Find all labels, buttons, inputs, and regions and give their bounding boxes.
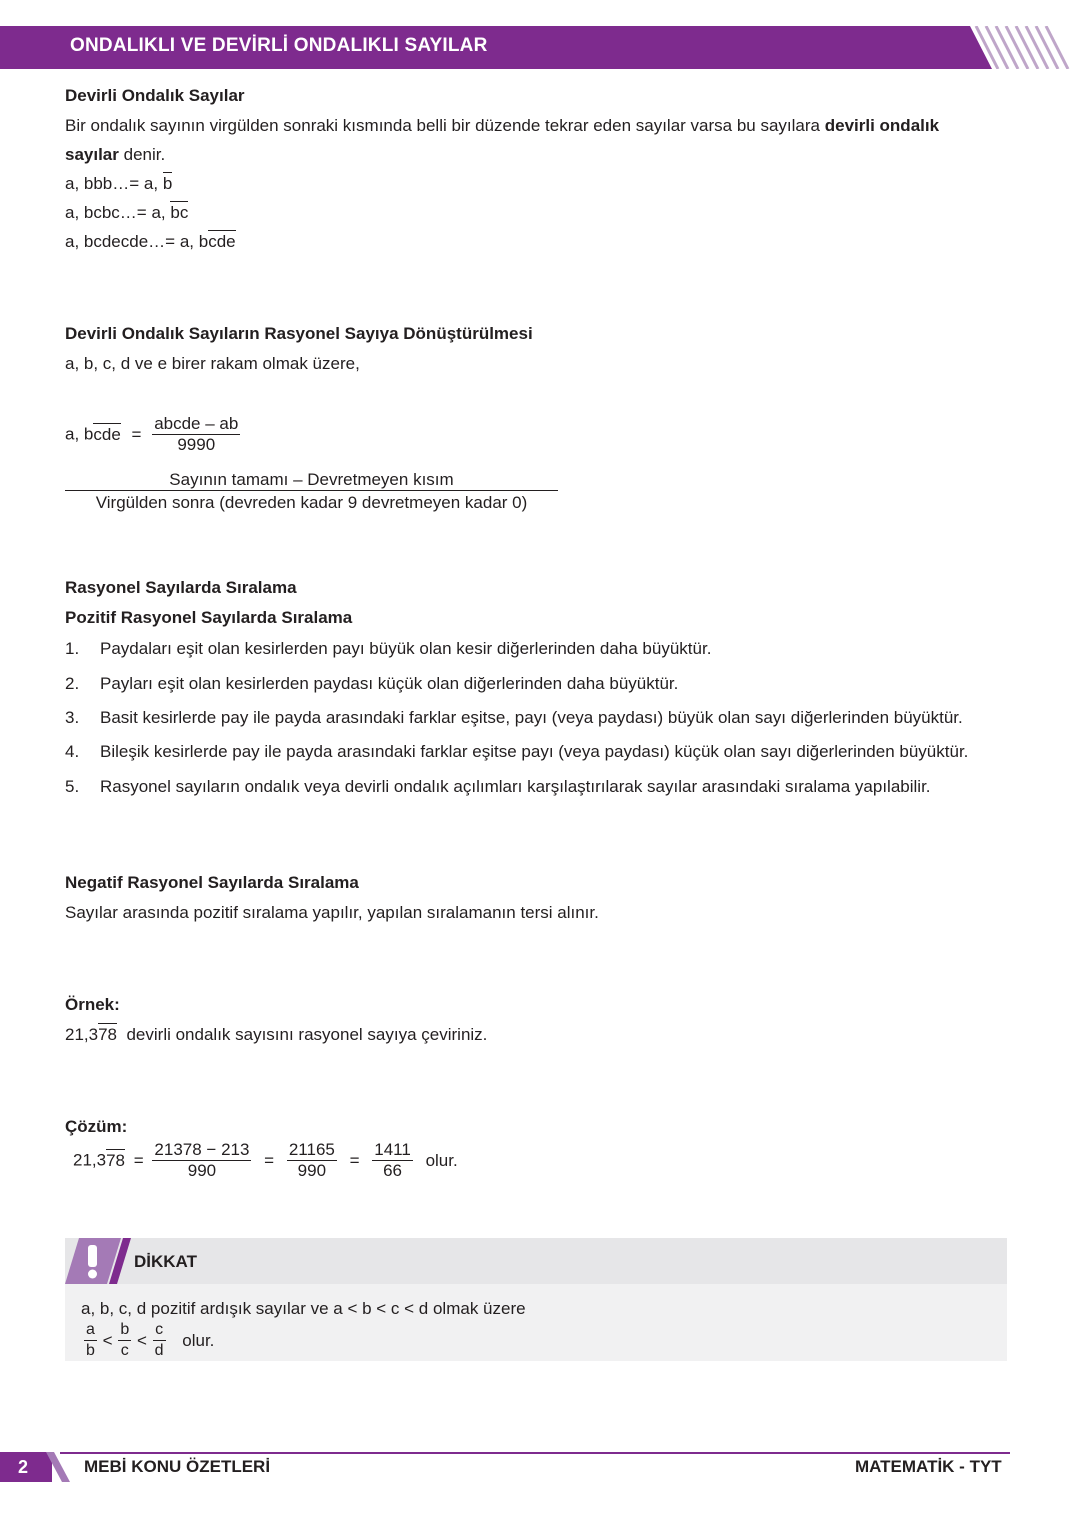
example-line-2: [65, 198, 188, 227]
footer-series-title: MEBİ KONU ÖZETLERİ: [84, 1457, 271, 1476]
list-item: [65, 777, 931, 797]
list-item: [65, 639, 711, 659]
dikkat-fraction: [84, 1320, 97, 1361]
rule-fraction: [65, 469, 558, 515]
dikkat-inequality: [84, 1320, 214, 1361]
header-stripes-decoration: [960, 26, 1080, 69]
solution-fraction: [287, 1140, 337, 1181]
overline-digits: 78: [106, 1150, 126, 1170]
formula-lhs-text: a, b: [65, 424, 94, 444]
fraction-numerator: 21378 − 213: [154, 1140, 250, 1159]
dikkat-tail: olur.: [182, 1330, 215, 1350]
bold-term: sayılar: [65, 145, 119, 164]
fraction-denominator: b: [86, 1342, 95, 1359]
example-line-1: [65, 169, 172, 198]
list-number: 2.: [65, 674, 80, 693]
example-text: a, bcbc…= a,: [65, 203, 171, 222]
overline-digits: b: [162, 174, 173, 193]
overline-digits: cde: [93, 424, 121, 444]
solution-fraction: [152, 1140, 251, 1181]
equals-sign: =: [131, 424, 142, 444]
bold-term: devirli ondalık: [824, 116, 940, 135]
list-text: Bileşik kesirlerde pay ile payda arasındaki farklar eşitse payı (veya paydası) küçük olan sayı diğerlerinden büyüktür.: [100, 742, 969, 761]
subheading-pozitif: Pozitif Rasyonel Sayılarda Sıralama: [65, 608, 353, 627]
dikkat-fraction: [153, 1320, 166, 1361]
list-text: Rasyonel sayıların ondalık veya devirli ondalık açılımları karşılaştırılarak sayılar arasındaki sıralama yapılabilir.: [100, 777, 931, 796]
list-text: Paydaları eşit olan kesirlerden payı büyük olan kesir diğerlerinden daha büyüktür.: [100, 639, 712, 658]
section-heading-donusturme: Devirli Ondalık Sayıların Rasyonel Sayıya Dönüştürülmesi: [65, 324, 533, 343]
solution-equation: [73, 1140, 458, 1181]
list-item: [65, 708, 963, 728]
list-item: [65, 742, 968, 762]
footer-stripe-decoration: [46, 1452, 72, 1482]
example-text: a, bbb…= a,: [65, 174, 163, 193]
example-question: [65, 1020, 487, 1049]
fraction-numerator: 1411: [374, 1140, 411, 1159]
example-line-3: [65, 227, 236, 256]
paragraph-text: Bir ondalık sayının virgülden sonraki kısmında belli bir düzende tekrar eden sayılar varsa bu sayılara: [65, 116, 825, 135]
list-number: 5.: [65, 777, 80, 796]
fraction-numerator: b: [118, 1320, 131, 1341]
fraction-denominator: c: [120, 1342, 129, 1359]
example-text: devirli ondalık sayısını rasyonel sayıya çeviriniz.: [126, 1025, 488, 1044]
section-heading-negatif: Negatif Rasyonel Sayılarda Sıralama: [65, 873, 359, 892]
formula-lhs: [65, 423, 121, 444]
fraction-numerator: a: [84, 1320, 97, 1341]
list-number: 1.: [65, 639, 80, 658]
fraction-numerator: c: [153, 1320, 166, 1341]
footer-rule: [60, 1452, 1010, 1454]
rule-numerator: Sayının tamamı – Devretmeyen kısım: [65, 469, 558, 491]
section-intro: a, b, c, d ve e birer rakam olmak üzere,: [65, 354, 360, 373]
less-than-sign: <: [102, 1330, 113, 1350]
fraction-denominator: d: [154, 1342, 164, 1359]
equals-sign: =: [349, 1150, 360, 1170]
list-number: 3.: [65, 708, 80, 727]
formula-devirli: [65, 414, 240, 455]
solution-lhs-text: 21,3: [73, 1150, 107, 1170]
solution-tail: olur.: [425, 1150, 458, 1170]
list-text: Basit kesirlerde pay ile payda arasındaki farklar eşitse, payı (veya paydası) büyük olan sayı diğerlerinden büyüktür.: [100, 708, 963, 727]
section-text-negatif: Sayılar arasında pozitif sıralama yapılır, yapılan sıralamanın tersi alınır.: [65, 903, 599, 922]
page-header-title: ONDALIKLI VE DEVİRLİ ONDALIKLI SAYILAR: [70, 35, 488, 56]
dikkat-text: a, b, c, d pozitif ardışık sayılar ve a < b < c < d olmak üzere: [81, 1299, 526, 1318]
fraction-denominator: 990: [297, 1161, 327, 1180]
footer-subject: MATEMATİK - TYT: [855, 1457, 1002, 1476]
list-item: [65, 674, 678, 694]
section-heading-devirli: Devirli Ondalık Sayılar: [65, 86, 245, 105]
overline-digits: 78: [98, 1025, 118, 1044]
fraction-denominator: 66: [383, 1161, 402, 1180]
example-heading: Örnek:: [65, 995, 120, 1014]
fraction-denominator: 9990: [177, 435, 216, 454]
section-paragraph-devirli: [65, 111, 1005, 169]
equals-sign: =: [133, 1150, 144, 1170]
exclamation-icon: [65, 1238, 131, 1284]
list-text: Payları eşit olan kesirlerden paydası küçük olan diğerlerinden daha büyüktür.: [100, 674, 679, 693]
overline-digits: cde: [208, 232, 236, 251]
section-heading-siralama: Rasyonel Sayılarda Sıralama: [65, 578, 297, 597]
solution-lhs: [73, 1149, 125, 1170]
rule-denominator: Virgülden sonra (devreden kadar 9 devretmeyen kadar 0): [95, 493, 528, 512]
page-number: 2: [17, 1457, 28, 1477]
less-than-sign: <: [136, 1330, 147, 1350]
solution-heading: Çözüm:: [65, 1117, 128, 1136]
equals-sign: =: [264, 1150, 275, 1170]
dikkat-title: DİKKAT: [134, 1252, 197, 1271]
fraction-denominator: 990: [187, 1161, 217, 1180]
dikkat-header: [65, 1238, 1007, 1284]
list-number: 4.: [65, 742, 80, 761]
example-number: 21,3: [65, 1025, 99, 1044]
dikkat-fraction: [118, 1320, 131, 1361]
example-text: a, bcdecde…= a, b: [65, 232, 209, 251]
fraction-numerator: abcde – ab: [154, 414, 239, 433]
fraction-numerator: 21165: [288, 1140, 335, 1159]
paragraph-text: denir.: [118, 145, 166, 164]
overline-digits: bc: [170, 203, 189, 222]
formula-fraction: [152, 414, 240, 455]
solution-fraction: [372, 1140, 413, 1181]
